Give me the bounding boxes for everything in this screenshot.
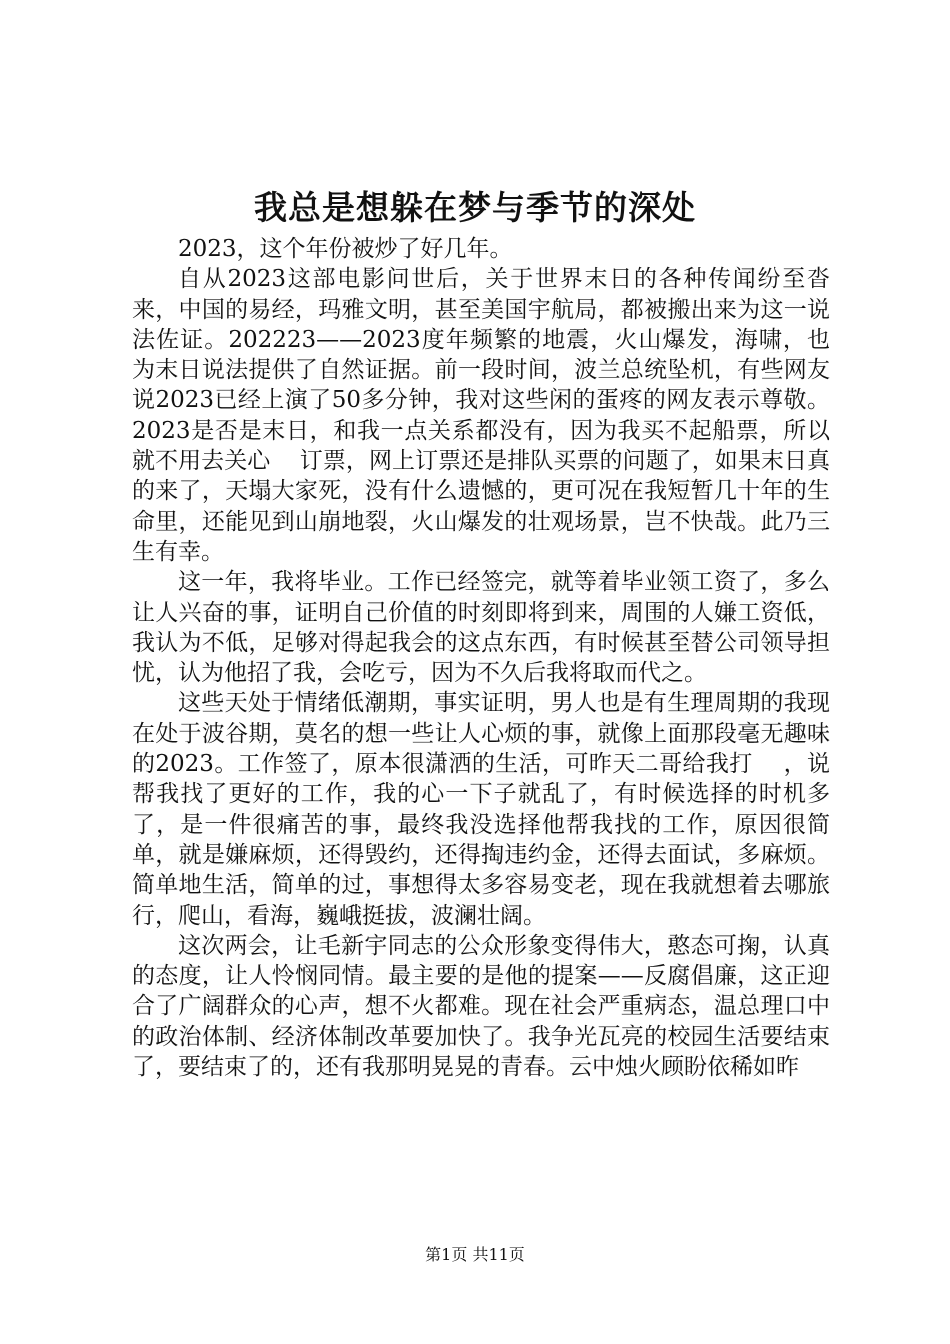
- page-number-footer: 第1页 共11页: [425, 1245, 525, 1264]
- paragraph-2: 自从2023这部电影问世后，关于世界末日的各种传闻纷至沓来，中国的易经，玛雅文明，甚至美国宇航局，都被搬出来为这一说法佐证。202223——2023度年频繁的地震，火山爆发，海啸，也为末日说法提供了自然证据。前一段时间，波兰总统坠机，有些网友说2023已经上演了50多分钟，我对这些闲的蛋疼的网友表示尊敬。2023是否是末日，和我一点关系都没有，因为我买不起船票，所以就不用去关心 订票，网上订票还是排队买票的问题了，如果末日真的来了，天塌大家死，没有什么遗憾的，更可况在我短暂几十年的生命里，还能见到山崩地裂，火山爆发的壮观场景，岂不快哉。此乃三生有幸。: [132, 266, 830, 565]
- paragraph-4: 这些天处于情绪低潮期，事实证明，男人也是有生理周期的我现在处于波谷期，莫名的想一些让人心烦的事，就像上面那段毫无趣味的2023。工作签了，原本很潇洒的生活，可昨天二哥给我打 ，说帮我找了更好的工作，我的心一下子就乱了，有时候选择的时机多了，是一件很痛苦的事，最终我没选择他帮我找的工作，原因很简单，就是嫌麻烦，还得毁约，还得掏违约金，还得去面试，多麻烦。简单地生活，简单的过，事想得太多容易变老，现在我就想着去哪旅行，爬山，看海，巍峨挺拔，波澜壮阔。: [132, 690, 830, 929]
- document-title: 我总是想躲在梦与季节的深处: [254, 188, 696, 227]
- paragraph-5: 这次两会，让毛新宇同志的公众形象变得伟大，憨态可掬，认真的态度，让人怜悯同情。最主要的是他的提案——反腐倡廉，这正迎合了广阔群众的心声，想不火都难。现在社会严重病态，温总理口中的政治体制、经济体制改革要加快了。我争光瓦亮的校园生活要结束了，要结束了的，还有我那明晃晃的青春。云中烛火顾盼依稀如昨: [132, 932, 830, 1081]
- document-body: [132, 234, 830, 1082]
- paragraph-1: 2023，这个年份被炒了好几年。: [178, 236, 513, 262]
- paragraph-3: 这一年，我将毕业。工作已经签完，就等着毕业领工资了，多么让人兴奋的事，证明自己价值的时刻即将到来，周围的人嫌工资低，我认为不低，足够对得起我会的这点东西，有时候甚至替公司领导担忧，认为他招了我，会吃亏，因为不久后我将取而代之。: [132, 569, 830, 687]
